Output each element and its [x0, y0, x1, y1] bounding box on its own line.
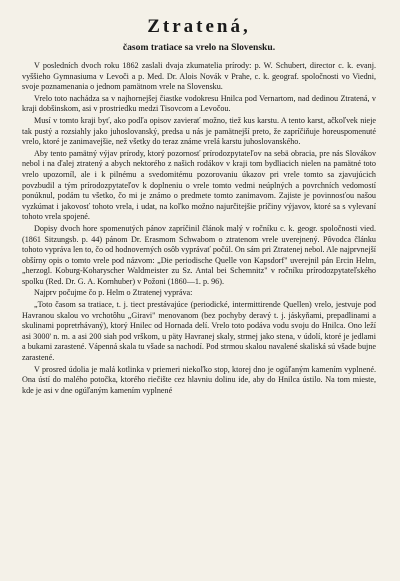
- article-body: [22, 61, 376, 396]
- paragraph: V prosred údolia je malá kotlinka v priemeri niekoľko stop, ktorej dno je ogúľaným kamením vyplnené. Ona ústí do malého potočka, ktorého riečište cez hlavniu dolinu ide, aby do Hnilca ústilo. Na tom mieste, kde je asi v dne ogúľaným kamením vyplnené: [22, 364, 376, 395]
- paragraph: „Toto časom sa tratiace, t. j. tiect prestávajúce (periodické, intermittirende Quellen) vrelo, jestvuje pod Havranou skalou vo vrchotôhu „Giravi" menovanom (bez pochyby deravý t. j. jáskyňami, prepadlinami a skulinami popretrhávaný), ktorý Hnilec od Hornada delí. Vrelo toto podáva vodu svoju do Hnilca. Ono leží asi 3000' n. m. a asi 200 siah pod vrškom, u päty Havranej skaly, strmej jako stena, v údolí, ktoré je jedlami a bukami zarastené. Vápenná skala tu všade sa nachodí. Pod strmou skalou navalené skaliská sú všade bujne zarastené.: [22, 300, 376, 363]
- article-subtitle: časom tratiace sa vrelo na Slovensku.: [122, 42, 276, 53]
- paragraph: Vrelo toto nachádza sa v najhornejšej čiastke vodokresu Hnilca pod Vernartom, nad dedinou Ztratená, v kraji dobšinskom, asi v prostriedku medzi Tisovcom a Levočou.: [22, 93, 376, 114]
- paragraph: V posledních dvoch roku 1862 zaslali dvaja zkumatelia prírody: p. W. Schubert, director c. k. evanj. vyššieho Gymnasiuma v Levoči a p. Med. Dr. Alois Novák v Prahe, c. k. geograf. spoločnosti vo Viedni, svoje poznamenania o jednom pamätnom vrele na Slovensku.: [22, 61, 376, 92]
- paragraph: Dopisy dvoch hore spomenutých pánov zapríčinil článok malý v ročníku c. k. geogr. spoločnosti vied. (1861 Sitzungsb. p. 44) pánom Dr. Erasmom Schwabom o ztratenom vrele uverejnený. Pôvodca článku tohoto vypráva len to, čo od hodnoverných osôb vyprávať počúl. On sám pri Ztratenej nebol. Ale najprvnejší obšírny opis o tomto vrele pod názvom: „Die periodische Quelle von Kapsdorf" uverejnil pán Ercin Helm, „herzogl. Koburg-Koharyscher Waldmeister zu Sz. Antal bei Schemnitz" v ročníku prírodozpytateľského spolku (Red. Dr. G. A. Kornhuber) v Požoni (1860—1. p. 96).: [22, 223, 376, 286]
- paragraph: Aby tento pamätný výjav prírody, ktorý pozornosť prírodozpytateľov na sebä obracia, pre nás Slovákov nebol i na ďalej ztratený a abych nektorého z našich rodákov v kraji tom bydliacich nielen na pamätné toto vrelo upozorníl, ale i k pilnému a svedomitému pozorovaniu úkazov pri vrele tomto sa zjavujúcich povzbudil a tým prírodozpytateľov k doplneniu o vrele tomto vedmi neúplných a povrchních vedomostí ponúknul, podám tu všetko, čo mi je známo o predmete tomto zanimavom. Zajiste je povinnosťou našou vyzkúmat i jakovosť tohoto vrela, i udat, na koľko možno najurčitejšie príčiny výjavov, ktoré sa s vylevaní tohoto vrela spojené.: [22, 148, 376, 222]
- article-title: Ztratená,: [147, 16, 251, 37]
- paragraph: Najprv počujme čo p. Helm o Ztratenej vypráva:: [34, 288, 193, 298]
- paragraph: Musí v tomto kraji byť, ako podľa opisov zavierať možno, tiež kus karstu. A tento karst, ačkoľvek nieje tak pustý a rozsiahly jako juhoslovanský, predsa u nás je pamätnejší preto, že zapríčiňuje horeuspomenuté vrelo, ktoré je zanimavejšie, než všetky do teraz známe vrelá karstu juhoslovanského.: [22, 115, 376, 147]
